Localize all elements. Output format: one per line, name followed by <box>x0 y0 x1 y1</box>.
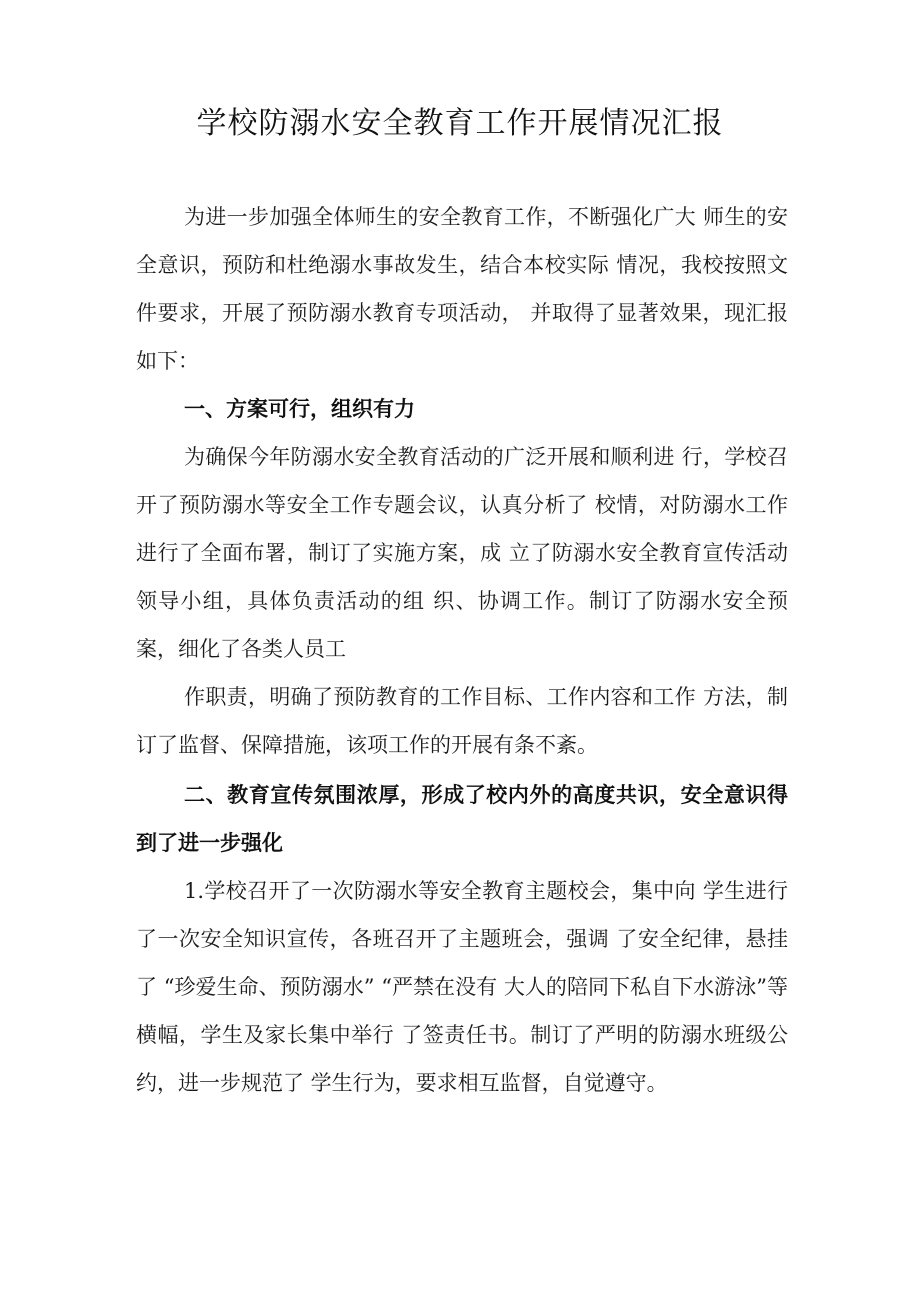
section-1-paragraph-2: 作职责，明确了预防教育的工作目标、工作内容和工作 方法，制订了监督、保障措施，该项工作的开展有条不紊。 <box>136 685 788 757</box>
section-2-heading: 二、教育宣传氛围浓厚，形成了校内外的高度共识，安全意识得到了进一步强化 <box>136 783 788 855</box>
section-1-heading: 一、方案可行，组织有力 <box>184 397 415 421</box>
section-2-item-1: 1.学校召开了一次防溺水等安全教育主题校会，集中向 学生进行了一次安全知识宣传，各班召开了主题班会，强调 了安全纪律，悬挂了 “珍爱生命、预防溺水” “严禁在没有 大人的陪同下私自下水游泳”等横幅，学生及家长集中举行 了签责任书。制订了严明的防溺水班级公约，进一步规范了 学生行为，要求相互监督，自觉遵守。 <box>136 879 788 1095</box>
document-title: 学校防溺水安全教育工作开展情况汇报 <box>196 106 724 141</box>
section-1-paragraph-1: 为确保今年防溺水安全教育活动的广泛开展和顺利进 行，学校召开了预防溺水等安全工作专题会议，认真分析了 校情，对防溺水工作进行了全面布署，制订了实施方案，成 立了防溺水安全教育宣传活动领导小组，具体负责活动的组 织、协调工作。制订了防溺水安全预案，细化了各类人员工 <box>136 445 788 661</box>
intro-paragraph: 为进一步加强全体师生的安全教育工作，不断强化广大 师生的安全意识，预防和杜绝溺水事故发生，结合本校实际 情况，我校按照文件要求，开展了预防溺水教育专项活动， 并取得了显著效果，现汇报如下： <box>136 205 788 373</box>
